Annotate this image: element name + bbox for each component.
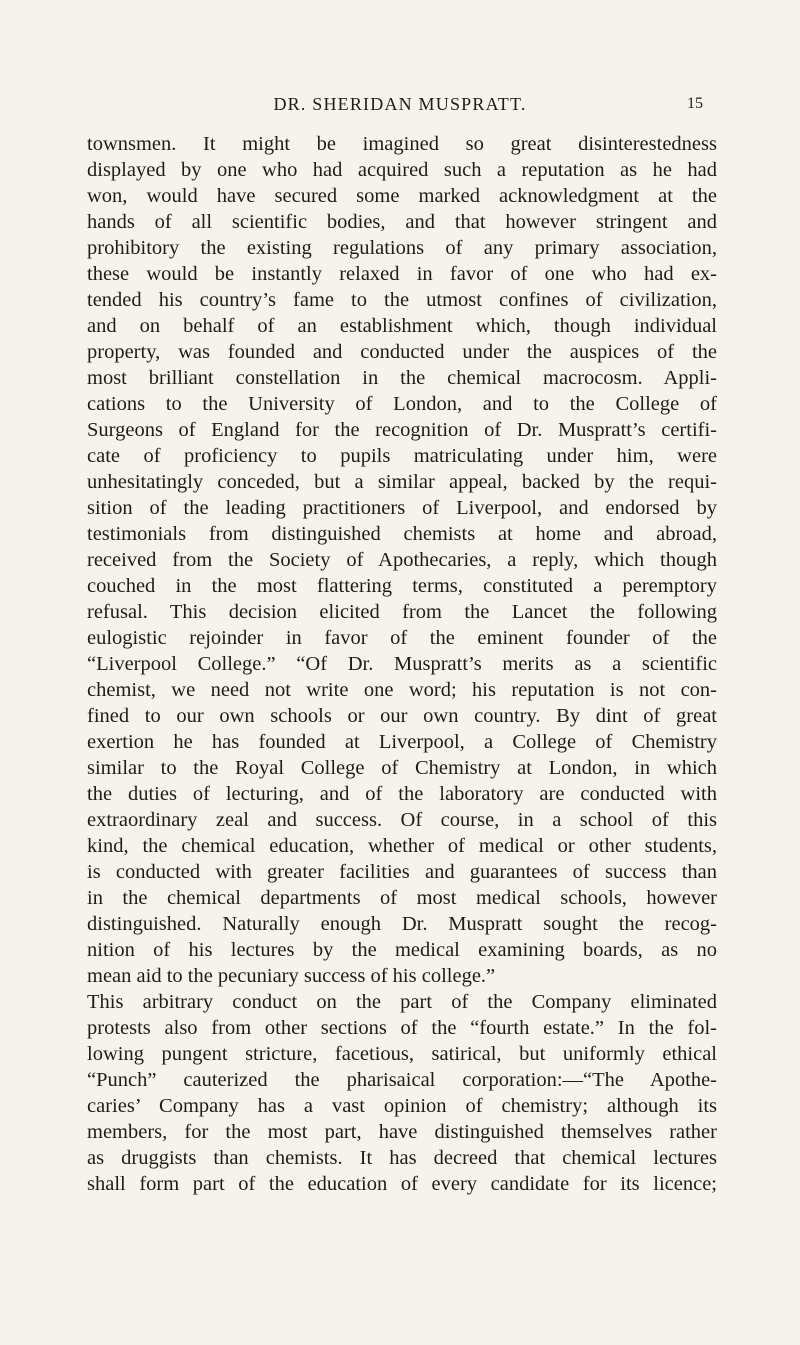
text-line: fined to our own schools or our own country. By dint of great xyxy=(87,705,717,727)
text-line: distinguished. Naturally enough Dr. Muspratt sought the recog- xyxy=(87,913,717,935)
text-line: lowing pungent stricture, facetious, satirical, but uniformly ethical xyxy=(87,1043,717,1065)
text-line: shall form part of the education of every candidate for its licence; xyxy=(87,1173,717,1195)
text-line: This arbitrary conduct on the part of the Company eliminated xyxy=(87,991,717,1013)
text-line: “Punch” cauterized the pharisaical corporation:—“The Apothe- xyxy=(87,1069,717,1091)
text-line: as druggists than chemists. It has decreed that chemical lectures xyxy=(87,1147,717,1169)
text-line: cate of proficiency to pupils matriculating under him, were xyxy=(87,445,717,467)
text-line: refusal. This decision elicited from the Lancet the following xyxy=(87,601,717,623)
text-line: prohibitory the existing regulations of any primary association, xyxy=(87,237,717,259)
text-line: is conducted with greater facilities and guarantees of success than xyxy=(87,861,717,883)
text-line: sition of the leading practitioners of Liverpool, and endorsed by xyxy=(87,497,717,519)
text-line: won, would have secured some marked acknowledgment at the xyxy=(87,185,717,207)
text-line: received from the Society of Apothecaries, a reply, which though xyxy=(87,549,717,571)
text-line: tended his country’s fame to the utmost confines of civilization, xyxy=(87,289,717,311)
text-line: similar to the Royal College of Chemistry at London, in which xyxy=(87,757,717,779)
text-line: hands of all scientific bodies, and that however stringent and xyxy=(87,211,717,233)
text-line: in the chemical departments of most medical schools, however xyxy=(87,887,717,909)
text-line: protests also from other sections of the “fourth estate.” In the fol- xyxy=(87,1017,717,1039)
text-line: the duties of lecturing, and of the laboratory are conducted with xyxy=(87,783,717,805)
body-text xyxy=(87,131,717,1197)
text-line: nition of his lectures by the medical examining boards, as no xyxy=(87,939,717,961)
text-line: couched in the most flattering terms, constituted a peremptory xyxy=(87,575,717,597)
text-line: caries’ Company has a vast opinion of chemistry; although its xyxy=(87,1095,717,1117)
text-line: eulogistic rejoinder in favor of the eminent founder of the xyxy=(87,627,717,649)
text-line: displayed by one who had acquired such a reputation as he had xyxy=(87,159,717,181)
text-line: and on behalf of an establishment which, though individual xyxy=(87,315,717,337)
text-line: mean aid to the pecuniary success of his college.” xyxy=(87,965,496,987)
text-line: chemist, we need not write one word; his reputation is not con- xyxy=(87,679,717,701)
text-line: townsmen. It might be imagined so great disinterestedness xyxy=(87,133,717,155)
text-line: kind, the chemical education, whether of medical or other students, xyxy=(87,835,717,857)
text-line: exertion he has founded at Liverpool, a College of Chemistry xyxy=(87,731,717,753)
text-line: testimonials from distinguished chemists at home and abroad, xyxy=(87,523,717,545)
text-line: “Liverpool College.” “Of Dr. Muspratt’s merits as a scientific xyxy=(87,653,717,675)
text-line: cations to the University of London, and to the College of xyxy=(87,393,717,415)
page-number: 15 xyxy=(687,95,703,112)
text-line: these would be instantly relaxed in favor of one who had ex- xyxy=(87,263,717,285)
text-line: extraordinary zeal and success. Of course, in a school of this xyxy=(87,809,717,831)
text-line: unhesitatingly conceded, but a similar appeal, backed by the requi- xyxy=(87,471,717,493)
text-line: members, for the most part, have distinguished themselves rather xyxy=(87,1121,717,1143)
text-line: most brilliant constellation in the chemical macrocosm. Appli- xyxy=(87,367,717,389)
running-title: DR. SHERIDAN MUSPRATT. xyxy=(273,94,527,114)
text-line: property, was founded and conducted under the auspices of the xyxy=(87,341,717,363)
text-line: Surgeons of England for the recognition of Dr. Muspratt’s certifi- xyxy=(87,419,717,441)
running-head xyxy=(0,94,800,118)
